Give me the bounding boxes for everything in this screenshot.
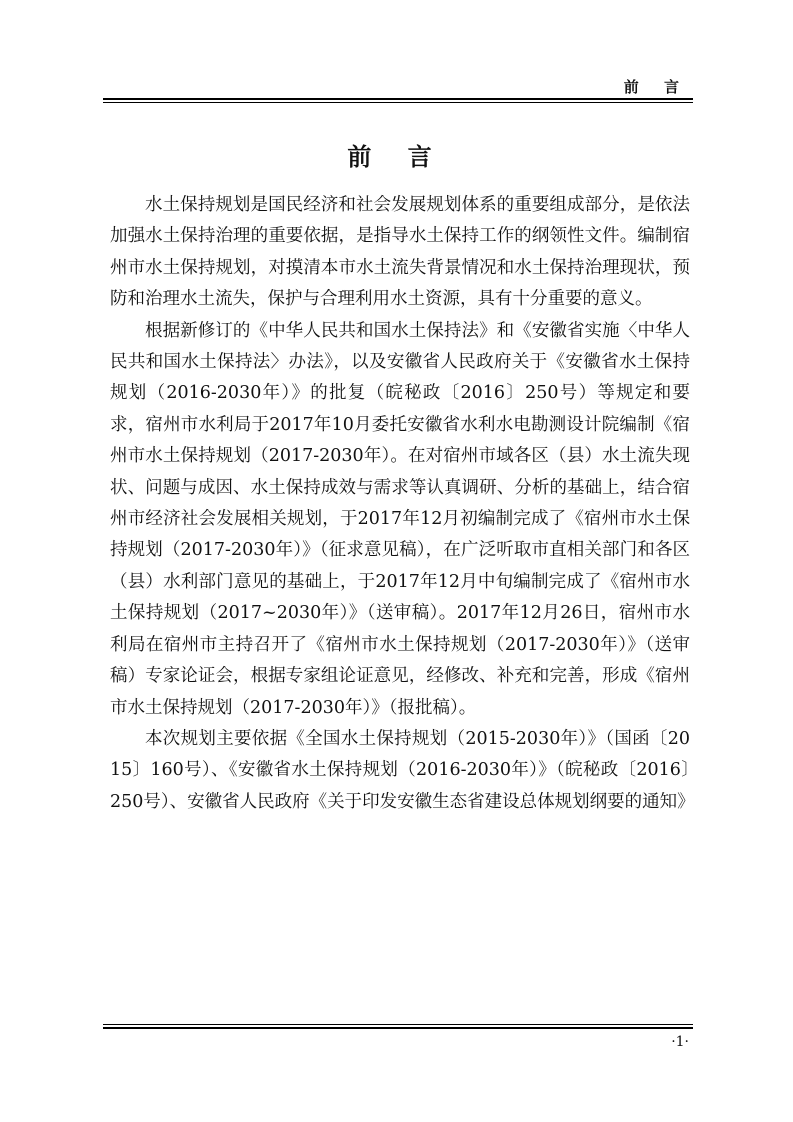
paragraph-2: 根据新修订的《中华人民共和国水土保持法》和《安徽省实施〈中华人民共和国水土保持法〉办法》，以及安徽省人民政府关于《安徽省水土保持规划（2016-2030年）》的批复（皖秘政〔2016〕250号）等规定和要求，宿州市水利局于2017年10月委托安徽省水利水电勘测设计院编制《宿州市水土保持规划（2017-2030年）。在对宿州市域各区（县）水土流失现状、问题与成因、水土保持成效与需求等认真调研、分析的基础上，结合宿州市经济社会发展相关规划，于2017年12月初编制完成了《宿州市水土保持规划（2017-2030年）》（征求意见稿），在广泛听取市直相关部门和各区（县）水利部门意见的基础上，于2017年12月中旬编制完成了《宿州市水土保持规划（2017~2030年）》（送审稿）。2017年12月26日，宿州市水利局在宿州市主持召开了《宿州市水土保持规划（2017-2030年）》（送审稿）专家论证会，根据专家组论证意见，经修改、补充和完善，形成《宿州市水土保持规划（2017-2030年）》（报批稿）。 <box>110 320 690 718</box>
paragraph-3: 本次规划主要依据《全国水土保持规划（2015-2030年）》（国函〔2015〕160号）、《安徽省水土保持规划（2016-2030年）》（皖秘政〔2016〕250号）、安徽省人民政府《关于印发安徽生态省建设总体规划纲要的通知》 <box>110 728 695 812</box>
paragraph-1: 水土保持规划是国民经济和社会发展规划体系的重要组成部分，是依法加强水土保持治理的重要依据，是指导水土保持工作的纲领性文件。编制宿州市水土保持规划，对摸清本市水土流失背景情况和水土保持治理现状，预防和治理水土流失，保护与合理利用水土资源，具有十分重要的意义。 <box>110 195 690 310</box>
header-rule <box>103 98 693 103</box>
page-title: 前 言 <box>347 142 446 171</box>
running-header: 前 言 <box>623 78 689 96</box>
page-number: ·1· <box>671 1034 689 1050</box>
footer-rule <box>103 1024 693 1029</box>
body-text <box>110 190 695 818</box>
